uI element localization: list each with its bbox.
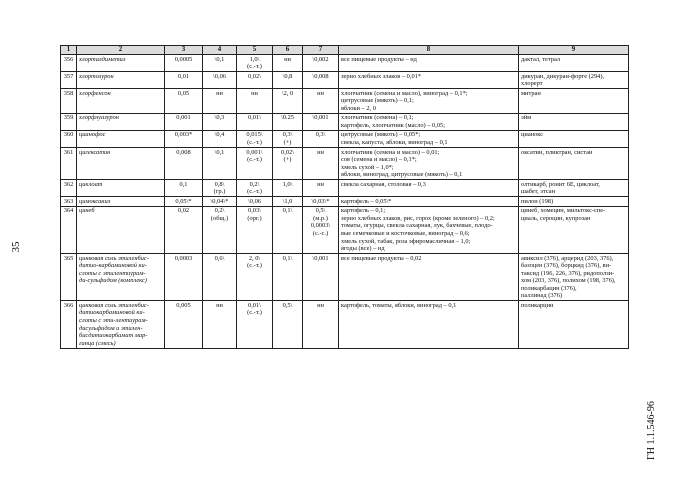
substance-name: [77, 55, 165, 72]
cell-line: \0,04\*: [210, 197, 229, 205]
products-limits: [339, 206, 519, 253]
cell-line: поликарбацин (376),: [521, 284, 577, 292]
column-6-value: [273, 254, 303, 301]
cell-line: 0,6\: [214, 254, 225, 262]
row-number: 357: [61, 72, 77, 89]
column-5-value: [237, 197, 273, 207]
header-cell: 5: [237, 46, 273, 55]
cell-line: пилон (198): [521, 197, 554, 205]
cell-line: 0,2\: [214, 207, 225, 215]
cell-line: 0,3\: [282, 131, 293, 139]
column-7-value: [303, 148, 339, 180]
cell-line: (с.-т.): [247, 309, 262, 317]
cell-line: \0,1: [214, 148, 225, 156]
header-cell: 2: [77, 46, 165, 55]
column-6-value: [273, 301, 303, 348]
column-7-value: [303, 254, 339, 301]
cell-line: нн: [317, 301, 324, 309]
substance-name: [77, 301, 165, 348]
preparations: [519, 197, 629, 207]
table-row: [61, 113, 629, 130]
header-cell: 3: [165, 46, 203, 55]
cell-line: нн: [216, 89, 223, 97]
cell-line: (с.-с.): [312, 230, 329, 237]
cell-line: (с.-т.): [247, 262, 262, 270]
cell-line: все пищевые продукты – нд: [341, 55, 417, 63]
substance-name: [77, 148, 165, 180]
cell-line: слоты с этилентиурам-: [79, 269, 146, 277]
cell-line: 0,01\: [248, 301, 261, 309]
preparations: [519, 55, 629, 72]
cell-line: \0,3: [214, 114, 225, 122]
column-4-value: [203, 197, 237, 207]
cell-line: вые семечковые и косточковые, виноград – 0,6;: [341, 230, 470, 237]
column-5-value: [237, 55, 273, 72]
cell-line: дитио-карбаминовой ки-: [79, 262, 147, 270]
products-limits: [339, 130, 519, 147]
column-7-value: [303, 113, 339, 130]
cell-line: эйм: [521, 114, 532, 122]
substance-name: [77, 130, 165, 147]
cell-line: хлорерт: [521, 80, 543, 88]
cell-line: все пищевые продукты – 0,02: [341, 254, 422, 262]
header-row: [61, 46, 629, 55]
row-number: 360: [61, 130, 77, 147]
cell-line: картофель, томаты, яблоки, виноград – 0,1: [341, 301, 457, 309]
cell-line: \0.25: [281, 114, 294, 122]
cell-line: циаль, сероцин, купрозан: [521, 214, 591, 222]
cell-line: (орг.): [247, 214, 262, 222]
table-row: [61, 254, 629, 301]
products-limits: [339, 113, 519, 130]
column-4-value: [203, 206, 237, 253]
cell-line: 0,0003\: [310, 222, 331, 230]
column-4-value: [203, 89, 237, 114]
column-3-value: [165, 113, 203, 130]
cell-line: циклоат: [79, 180, 103, 188]
column-6-value: [273, 89, 303, 114]
cell-line: 0,008: [176, 148, 191, 156]
preparations: [519, 130, 629, 147]
cell-line: базоцен (376), борцкид (376), ви-: [521, 262, 612, 270]
cell-line: \0,008: [312, 72, 329, 80]
cell-line: хом (203, 376), полихом (198, 376),: [521, 277, 616, 285]
cell-line: 0,3\: [315, 131, 326, 139]
cell-line: дисульфидом и этилен-: [79, 324, 143, 332]
cell-line: нн: [284, 55, 291, 63]
cell-line: 0,1\: [282, 207, 293, 215]
cell-line: цианофос: [79, 131, 106, 139]
cell-line: \0,001: [312, 254, 329, 262]
cell-line: 0,01\: [248, 114, 261, 122]
column-5-value: [237, 130, 273, 147]
cell-line: (гр.): [213, 188, 226, 196]
cell-line: слоты с эти-лентиурам-: [79, 317, 148, 325]
cell-line: \0,06: [213, 72, 226, 80]
cell-line: хлопчатник (семена) – 0,1;: [341, 114, 414, 122]
cell-line: \0,001: [312, 114, 329, 122]
cell-line: 0,015\: [246, 131, 263, 139]
cell-line: цитрусовые (мякоть) – 0,1;: [341, 97, 414, 105]
column-7-value: [303, 130, 339, 147]
substance-name: [77, 206, 165, 253]
table-row: [61, 206, 629, 253]
cell-line: \0,8: [282, 72, 293, 80]
cell-line: нн: [317, 89, 324, 97]
substance-name: [77, 180, 165, 197]
cell-line: 2, 0\: [248, 254, 261, 262]
preparations: [519, 254, 629, 301]
products-limits: [339, 89, 519, 114]
cell-line: дитиокарбаминовой ки-: [79, 309, 145, 317]
column-4-value: [203, 113, 237, 130]
column-5-value: [237, 180, 273, 197]
cell-line: 0,02\: [281, 148, 294, 156]
cell-line: 0,001\: [246, 148, 263, 156]
cell-line: ганца (смесь): [79, 339, 116, 347]
column-7-value: [303, 72, 339, 89]
column-6-value: [273, 72, 303, 89]
cell-line: 0,02: [177, 207, 190, 215]
products-limits: [339, 148, 519, 180]
substance-name: [77, 254, 165, 301]
cell-line: хлорталдиметил: [79, 55, 126, 63]
cell-line: зерно хлебных злаков – 0,01*: [341, 72, 422, 80]
column-3-value: [165, 55, 203, 72]
cell-line: цинковая соль этиленбис-: [79, 254, 149, 262]
cell-line: 0,005: [176, 301, 191, 309]
cell-line: дактал, тетрал: [521, 55, 561, 63]
column-5-value: [237, 301, 273, 348]
column-6-value: [273, 148, 303, 180]
cell-line: (общ.): [210, 214, 229, 222]
cell-line: \2, 0: [281, 89, 294, 97]
cell-line: нн: [317, 148, 324, 156]
column-5-value: [237, 254, 273, 301]
column-6-value: [273, 206, 303, 253]
pesticide-table: [60, 45, 629, 349]
cell-line: 0,1\: [282, 254, 293, 262]
cell-line: \0,06: [248, 197, 261, 205]
row-number: 363: [61, 197, 77, 207]
cell-line: нн: [251, 89, 258, 97]
preparations: [519, 180, 629, 197]
cell-line: 0,001: [176, 114, 191, 122]
row-number: 366: [61, 301, 77, 348]
substance-name: [77, 89, 165, 114]
page-number: 35: [10, 241, 22, 253]
cell-line: (м.р.): [313, 214, 328, 222]
row-number: 358: [61, 89, 77, 114]
cell-line: \0,03\*: [311, 197, 330, 205]
cell-line: ди-сульфидом (комплекс): [79, 277, 147, 285]
row-number: 365: [61, 254, 77, 301]
cell-line: (с.-т.): [247, 156, 262, 164]
preparations: [519, 148, 629, 180]
cell-line: 1,0\: [249, 55, 260, 63]
cell-line: хлопчатник (семена и масло), виноград – 0,1*;: [341, 89, 468, 97]
cell-line: \0,4: [214, 131, 225, 139]
cell-line: 0,003*: [174, 131, 193, 139]
column-6-value: [273, 55, 303, 72]
cell-line: олтикарб, ронит 6Е, циклоат,: [521, 180, 600, 188]
column-3-value: [165, 130, 203, 147]
cell-line: таксид (196, 226, 376), ридоползи-: [521, 269, 615, 277]
header-cell: 4: [203, 46, 237, 55]
row-number: 359: [61, 113, 77, 130]
cell-line: (+): [283, 138, 292, 146]
table-row: [61, 148, 629, 180]
column-6-value: [273, 130, 303, 147]
cell-line: хлорфенсон: [79, 89, 111, 97]
column-3-value: [165, 148, 203, 180]
cell-line: хлопчатник (семена и масло) – 0,01;: [341, 148, 440, 156]
cell-line: цинковая соль этиленбис-: [79, 301, 149, 309]
column-7-value: [303, 55, 339, 72]
cell-line: 0,01: [177, 72, 190, 80]
column-5-value: [237, 206, 273, 253]
column-5-value: [237, 148, 273, 180]
cell-line: цинеб, хомецин, мильтокс-спе-: [521, 207, 606, 215]
products-limits: [339, 254, 519, 301]
column-4-value: [203, 254, 237, 301]
header-cell: 1: [61, 46, 77, 55]
column-6-value: [273, 197, 303, 207]
products-limits: [339, 197, 519, 207]
column-7-value: [303, 197, 339, 207]
cell-line: 0,0005: [174, 55, 193, 63]
cell-line: цитрусовые (мякоть) – 0,05*;: [341, 131, 421, 139]
column-3-value: [165, 254, 203, 301]
column-7-value: [303, 301, 339, 348]
column-6-value: [273, 180, 303, 197]
cell-line: 0,5\: [282, 301, 293, 309]
column-3-value: [165, 197, 203, 207]
table-row: [61, 55, 629, 72]
header-cell: 9: [519, 46, 629, 55]
cell-line: хлорфлуазурон: [79, 114, 119, 122]
cell-line: 0,2\: [249, 180, 260, 188]
cell-line: цинеб: [79, 207, 95, 215]
cell-line: картофель, хлопчатник (масло) – 0,05;: [341, 121, 446, 129]
column-4-value: [203, 72, 237, 89]
cell-line: 0,05: [177, 89, 190, 97]
cell-line: хлортолурон: [79, 72, 114, 80]
preparations: [519, 89, 629, 114]
cell-line: авиксил (376), арцерид (203, 376),: [521, 254, 614, 262]
column-4-value: [203, 148, 237, 180]
cell-line: свекла сахарная, столовая – 0,3: [341, 180, 426, 188]
cell-line: оксатин, пликтран, систан: [521, 148, 593, 156]
substance-name: [77, 197, 165, 207]
cell-line: 0,1: [179, 180, 188, 188]
cell-line: 0,03\: [248, 207, 261, 215]
cell-line: дикуран, дикуран-форте (294),: [521, 72, 605, 80]
row-number: 364: [61, 206, 77, 253]
column-7-value: [303, 180, 339, 197]
column-7-value: [303, 89, 339, 114]
cell-line: 1,0\: [282, 180, 293, 188]
cell-line: 0,8\: [214, 180, 225, 188]
substance-name: [77, 113, 165, 130]
cell-line: зерно хлебных злаков, рис, горох (кроме зеленого) – 0,2;: [341, 214, 495, 222]
column-5-value: [237, 89, 273, 114]
cell-line: \1,0: [282, 197, 293, 205]
column-7-value: [303, 206, 339, 253]
products-limits: [339, 55, 519, 72]
cell-line: цигексатин: [79, 148, 111, 156]
products-limits: [339, 301, 519, 348]
cell-line: 0,02\: [248, 72, 261, 80]
cell-line: свекла, капуста, яблоки, виноград – 0,1: [341, 138, 448, 146]
cell-line: шабет, этсан: [521, 188, 556, 196]
column-4-value: [203, 130, 237, 147]
cell-line: (с.-т.): [247, 188, 262, 196]
cell-line: ягоды (все) – нд: [341, 245, 385, 253]
cell-line: поликарцин: [521, 301, 554, 309]
products-limits: [339, 180, 519, 197]
cell-line: \0,002: [312, 55, 329, 63]
cell-line: 0,0003: [174, 254, 193, 262]
cell-line: митран: [521, 89, 541, 97]
cell-line: хмель сухой – 1,0*;: [341, 163, 394, 171]
cell-line: 0,5\: [315, 207, 326, 215]
cell-line: яблоки – 2, 0: [341, 104, 376, 112]
preparations: [519, 301, 629, 348]
column-4-value: [203, 180, 237, 197]
cell-line: нн: [216, 301, 223, 309]
cell-line: (с.-т.): [247, 63, 262, 71]
cell-line: (с.-т.): [247, 138, 262, 146]
cell-line: нн: [317, 180, 324, 188]
cell-line: цианокс: [521, 131, 544, 139]
header-cell: 6: [273, 46, 303, 55]
column-3-value: [165, 180, 203, 197]
column-6-value: [273, 113, 303, 130]
table-row: [61, 197, 629, 207]
row-number: 356: [61, 55, 77, 72]
row-number: 362: [61, 180, 77, 197]
column-3-value: [165, 72, 203, 89]
preparations: [519, 206, 629, 253]
header-cell: 7: [303, 46, 339, 55]
table-row: [61, 301, 629, 348]
preparations: [519, 113, 629, 130]
row-number: 361: [61, 148, 77, 180]
cell-line: паллинад (376): [521, 292, 563, 300]
cell-line: яблоки, виноград, цитрусовые (мякоть) – 0,1: [341, 171, 463, 179]
substance-name: [77, 72, 165, 89]
column-5-value: [237, 72, 273, 89]
cell-line: цимоксанил: [79, 197, 111, 205]
cell-line: хмель сухой, табак, роза эфиромасличная – 1,0;: [341, 237, 471, 245]
table-row: [61, 130, 629, 147]
cell-line: бисдитиокарбамат мар-: [79, 332, 148, 340]
column-3-value: [165, 301, 203, 348]
document-code: ГН 1.1.546-96: [646, 401, 657, 460]
header-cell: 8: [339, 46, 519, 55]
column-4-value: [203, 55, 237, 72]
cell-line: (+): [283, 156, 292, 164]
cell-line: томаты, огурцы, свекла сахарная, лук, бахчевые, плодо-: [341, 222, 493, 230]
column-3-value: [165, 89, 203, 114]
cell-line: картофель – 0,05\*: [341, 197, 392, 205]
table-row: [61, 89, 629, 114]
column-4-value: [203, 301, 237, 348]
products-limits: [339, 72, 519, 89]
cell-line: 0,05\*: [175, 197, 192, 205]
column-3-value: [165, 206, 203, 253]
column-5-value: [237, 113, 273, 130]
table-row: [61, 72, 629, 89]
preparations: [519, 72, 629, 89]
cell-line: картофель – 0,1;: [341, 207, 386, 215]
cell-line: соя (семена и масло) – 0,1*;: [341, 156, 417, 164]
table-row: [61, 180, 629, 197]
cell-line: \0,1: [214, 55, 225, 63]
